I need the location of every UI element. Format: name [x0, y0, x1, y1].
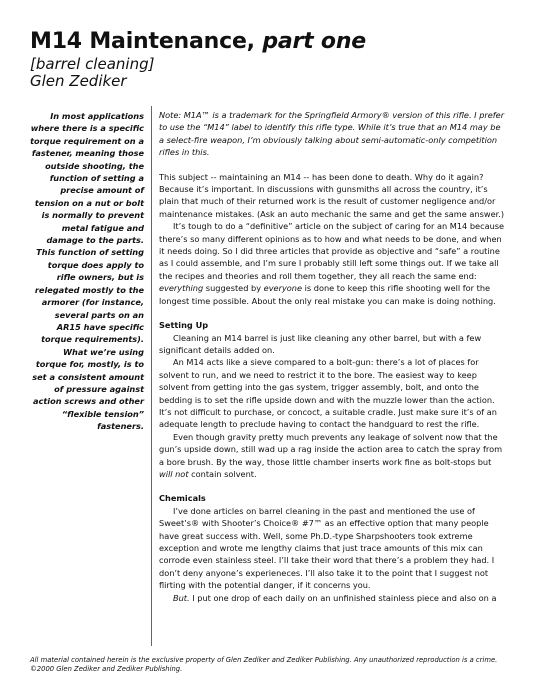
p5-emphasis: will not: [159, 468, 189, 479]
p7-emphasis: But.: [173, 592, 190, 603]
title-main: M14 Maintenance,: [30, 29, 255, 54]
paragraph-but: [159, 592, 506, 604]
p2-text-a: It’s tough to do a “definitive” article on the subject of caring for an M14 because there’s so many different opinions as to how and what needs to be done, and when it needs doing. So I did three articles that provide as objective and “safe” a routine as I could assemble, and I’m sure I probably still left some things out. If we take all the recipes and theories and roll them together, they all reach the same end:: [159, 221, 505, 281]
p2-text-b: suggested by: [203, 283, 264, 294]
paragraph-gravity: [159, 431, 506, 481]
trademark-note: Note: M1A™ is a trademark for the Springfield Armory® version of this rifle. I prefer to use the “M14” label to identify this rifle type. While it’s true that an M14 may be a select-fire weapon, I’m obviously talking about semi-automatic-only competition rifles in this.: [159, 110, 505, 158]
paragraph-chemicals: I’ve done articles on barrel cleaning in the past and mentioned the use of Sweet’s® with Shooter’s Choice® #7™ as an effective option that many people have great success with. Well, some Ph.D.-type Sharpshooters took extreme exception and wrote me lengthy claims that just trace amounts of this mix can corrode even stainless steel. I’ll take their word that there’s a problem they had. I don’t deny anyone’s experieneces. I’ll also take it to the point that I suggest not flirting with the potential danger, if it concerns you.: [159, 505, 495, 591]
p2-emphasis-everything: everything: [159, 283, 204, 294]
p2-text-c: is done to keep this rifle shooting well for the longest time possible. About the only real mistake you can make is doing nothing.: [159, 283, 496, 306]
article-subtitle: [barrel cleaning]: [30, 55, 155, 73]
p7-text: I put one drop of each daily on an unfinished stainless piece and also on a: [189, 592, 497, 603]
copyright-footer: All material contained herein is the exclusive property of Glen Zediker and Zediker Publishing. Any unauthorized reproduction is a crime. ©2000 Glen Zediker and Zediker Publishing.: [30, 656, 498, 673]
heading-chemicals: Chemicals: [159, 493, 206, 504]
sidebar-pull-quote: In most applications where there is a specific torque requirement on a fastener, meaning those outside shooting, the function of setting a precise amount of tension on a nut or bolt is normally to prevent metal fatigue and damage to the parts. This function of setting torque does apply to rifle owners, but is relegated mostly to the armorer (for instance, several parts on an AR15 have specific torque requirements). What we’re using torque for, mostly, is to set a consistent amount of pressure against action screws and other “flexible tension” fasteners.: [30, 111, 144, 432]
p5-text-a: Even though gravity pretty much prevents any leakage of solvent now that the gun’s upside down, still wad up a rag inside the action area to catch the spray from a bore brush. By the way, those little chamber inserts work fine as bolt-stops but: [159, 431, 503, 467]
paragraph-sieve: An M14 acts like a sieve compared to a bolt-gun: there’s a lot of places for solvent to run, and we need to restrict it to the bore. The easiest way to keep solvent from getting into the gas system, trigger assembly, bolt, and onto the bedding is to set the rifle upside down and with the muzzle lower than the action. It’s not difficult to purchase, or concoct, a suitable cradle. Just make sure it’s of an adequate length to preclude having to contact the handguard to rest the rifle.: [159, 357, 497, 430]
main-column: [159, 109, 506, 604]
paragraph-cleaning: Cleaning an M14 barrel is just like cleaning any other barrel, but with a few significant details added on.: [159, 332, 482, 355]
article-title: [30, 30, 366, 54]
paragraph-intro: This subject -- maintaining an M14 -- has been done to death. Why do it again? Because it’s important. In discussions with gunsmiths all across the country, it’s plain that much of their returned work is the result of customer negligence and/or maintenance mistakes. (Ask an auto mechanic the same and get the same answer.): [159, 171, 505, 219]
p2-emphasis-everyone: everyone: [263, 283, 303, 294]
author-name: Glen Zediker: [30, 72, 127, 90]
title-italic: part one: [262, 29, 367, 54]
heading-setting-up: Setting Up: [159, 320, 209, 331]
paragraph-definitive: [159, 220, 506, 307]
p5-text-b: contain solvent.: [188, 468, 257, 479]
column-divider: [151, 106, 152, 646]
